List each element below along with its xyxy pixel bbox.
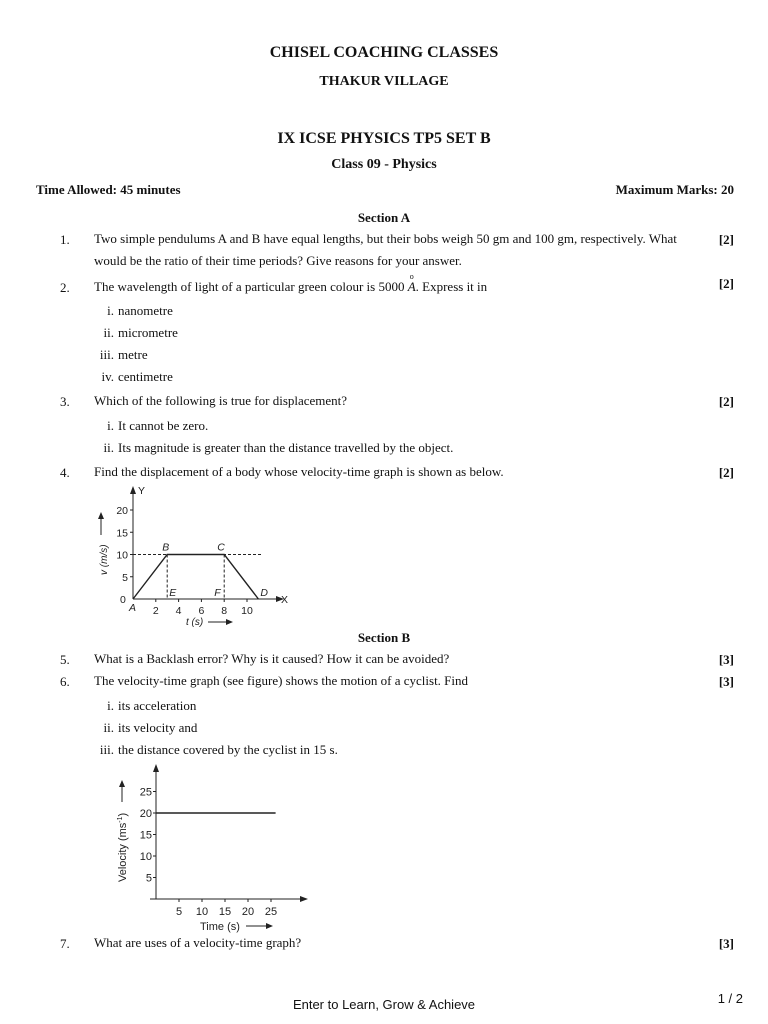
q4-text: Find the displacement of a body whose velocity-time graph is shown as below. [94,464,504,479]
x-tick-label: 10 [195,906,209,918]
q2-number: 2. [60,280,70,295]
q2-marks: [2] [718,276,734,291]
x-tick-label: 2 [152,605,159,617]
section-a-title: Section A [357,210,411,225]
q6-option: iii. the distance covered by the cyclist in 15 s. [99,742,338,757]
q7-marks: [3] [718,936,734,951]
y-label-arrow [98,512,104,519]
x-tick-label: 4 [175,605,182,617]
y-tick-label: 10 [139,851,152,863]
section-b-title: Section B [357,630,411,645]
exam-title: IX ICSE PHYSICS TP5 SET B [277,130,491,147]
q6-number: 6. [60,674,70,689]
q5-text: What is a Backlash error? Why is it caused? How it can be avoided? [94,651,450,666]
q5-number: 5. [60,652,70,667]
y-label-arrow [119,780,125,787]
x-tick-label: 25 [264,906,278,918]
q5-marks: [3] [718,652,734,667]
q6-marks: [3] [718,674,734,689]
q2-text-before: The wavelength of light of a particular green colour is 5000 [94,279,408,294]
x-label-arrow [226,619,233,625]
y-axis-arrow [130,486,136,494]
x-tick-label: 10 [241,605,253,617]
max-marks: Maximum Marks: 20 [615,182,734,197]
school-location: THAKUR VILLAGE [319,74,449,89]
y-axis-label: Velocity $(ms^{-1})$ [117,812,129,882]
q1-text: Two simple pendulums A and B have equal lengths, but their bobs weigh 50 gm and 100 gm, respectively. What would be the ratio of their time periods? Give reasons for your answer. [94,231,677,268]
time-allowed: Time Allowed: 45 minutes [36,182,181,197]
q1-number: 1. [60,232,70,247]
origin-label: 0 [120,594,126,606]
y-tick-label: 5 [145,872,152,885]
velocity-line [133,555,258,600]
point-label-f: F [214,587,221,599]
angstrom-letter: A [407,279,416,294]
x-axis-letter: X [281,594,289,606]
x-label-arrow [266,923,273,929]
q3-number: 3. [60,394,70,409]
angstrom-symbol [407,272,416,298]
y-tick-label: 15 [139,829,152,842]
q3-marks: [2] [718,394,734,409]
y-tick-label: 20 [116,505,128,517]
q7-text: What are uses of a velocity-time graph? [94,935,302,950]
q6-text: The velocity-time graph (see figure) shows the motion of a cyclist. Find [94,673,469,688]
point-label-b: B [162,541,170,554]
point-label-c: C [217,541,225,554]
q2-text [94,272,704,298]
x-tick-label: 6 [198,605,205,617]
y-tick-label: 25 [139,786,152,799]
y-axis-arrow [153,764,159,772]
q3-option: ii. Its magnitude is greater than the distance travelled by the object. [103,440,454,455]
y-axis-label: v (m/s) [99,544,110,575]
point-label-a: A [129,602,137,614]
y-tick-label: 10 [116,549,128,562]
q2-option: ii. micrometre [103,325,178,340]
q4-marks: [2] [718,465,734,480]
q6-option: ii. its velocity and [103,720,198,735]
velocity-time-graph-1 [90,480,300,630]
q2-option: i. nanometre [107,303,173,318]
q2-option: iv. centimetre [101,369,173,384]
x-axis-label: Time (s) [200,921,240,933]
q2-option: iii. metre [99,347,148,362]
point-label-d: D [260,587,268,599]
angstrom-ring: o [409,272,414,281]
y-tick-label: 15 [116,527,128,540]
x-tick-label: 5 [175,906,183,918]
q6-option: i. its acceleration [107,698,197,713]
school-name: CHISEL COACHING CLASSES [269,44,499,61]
q4-number: 4. [60,465,70,480]
class-subject: Class 09 - Physics [331,157,437,172]
y-axis-letter: Y [138,485,146,497]
x-tick-label: 15 [218,906,232,918]
q3-option: i. It cannot be zero. [107,418,209,433]
x-tick-label: 20 [241,906,255,918]
x-axis-label: t (s) [186,617,204,628]
q2-text-after: . Express it in [415,279,488,294]
page-number: 1 / 2 [717,991,743,1006]
q3-text: Which of the following is true for displacement? [94,393,348,408]
q7-number: 7. [60,936,70,951]
q1-marks: [2] [718,232,734,247]
y-tick-label: 20 [139,808,152,820]
point-label-e: E [169,587,177,599]
x-axis-arrow [300,896,308,902]
y-tick-label: 5 [122,571,128,584]
velocity-time-graph-2 [110,758,320,936]
footer-tagline: Enter to Learn, Grow & Achieve [292,997,476,1012]
x-tick-label: 8 [221,605,228,617]
